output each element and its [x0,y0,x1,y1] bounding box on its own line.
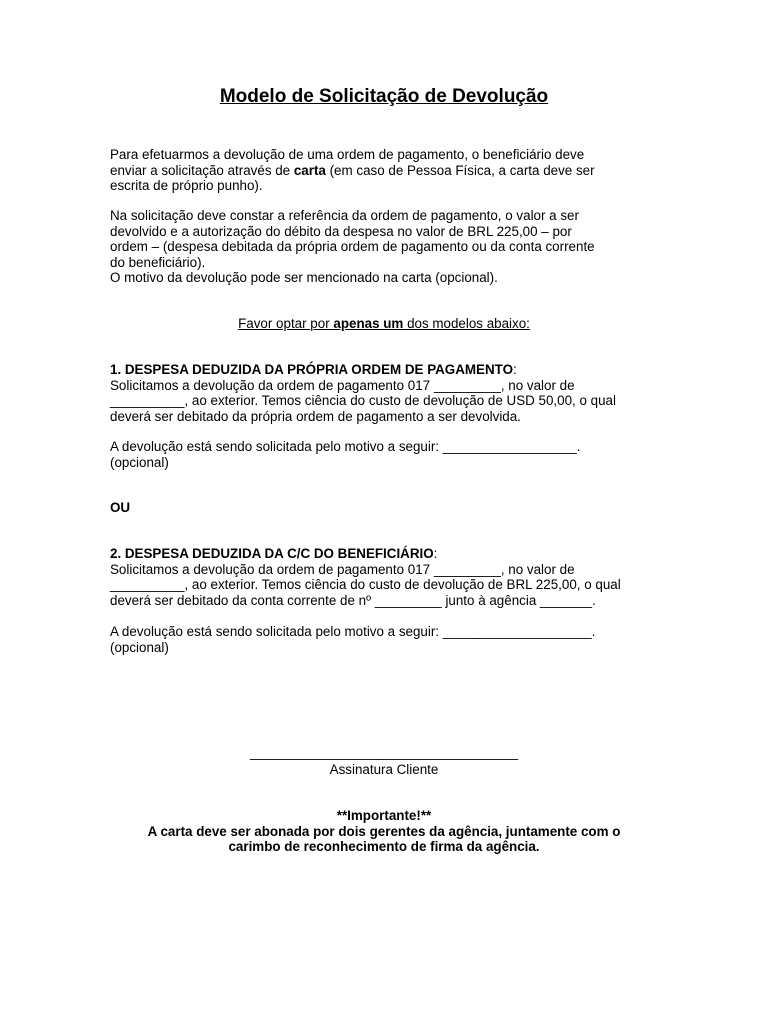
favor-post: dos modelos abaixo: [403,316,530,331]
section-2-heading-line [110,546,658,562]
section-1-heading-suffix: : [513,362,517,377]
section-2-motivo [110,624,658,655]
document-title: Modelo de Solicitação de Devolução [219,86,549,107]
important-line-2: carimbo de reconhecimento de firma da agência. [228,839,540,854]
section-2-opcional: (opcional) [110,639,169,655]
reference-line-2: devolvido e a autorização do débito da despesa no valor de BRL 225,00 – por [110,223,572,239]
section-1-heading-line [110,362,658,378]
favor-instruction [110,316,658,332]
favor-bold: apenas um [333,316,404,331]
intro-line-1: Para efetuarmos a devolução de uma ordem de pagamento, o beneficiário deve [110,147,585,162]
section-1-opcional: (opcional) [110,454,169,470]
reference-paragraph [110,208,658,286]
intro-paragraph [110,147,658,194]
section-1-heading: 1. DESPESA DEDUZIDA DA PRÓPRIA ORDEM DE PAGAMENTO [110,362,513,377]
favor-pre: Favor optar por [238,316,334,331]
section-1-motivo [110,439,658,470]
section-1-line-2: __________, ao exterior. Temos ciência do custo de devolução de USD 50,00, o qual [110,393,616,408]
section-2-line-3: deverá ser debitado da conta corrente de nº _________ junto à agência _______. [110,592,596,608]
important-notice [110,808,658,855]
section-2-line-2: __________, ao exterior. Temos ciência do custo de devolução de BRL 225,00, o qual [110,577,621,592]
reference-line-4: do beneficiário). [110,254,206,270]
section-2-heading: 2. DESPESA DEDUZIDA DA C/C DO BENEFICIÁRIO [110,546,434,561]
intro-line-2-pre: enviar a solicitação através de [110,162,294,178]
section-2-motivo-line: A devolução está sendo solicitada pelo motivo a seguir: ____________________. [110,624,596,639]
section-2-line-1: Solicitamos a devolução da ordem de pagamento 017 _________, no valor de [110,561,575,577]
ou-separator: OU [110,500,131,515]
intro-line-3: escrita de próprio punho). [110,178,263,193]
important-heading: **Importante!** [336,808,432,823]
intro-line-2 [110,163,658,179]
favor-text [238,316,530,331]
signature-label: Assinatura Cliente [329,762,439,777]
section-1-line-3: deverá ser debitado da própria ordem de pagamento a ser devolvida. [110,408,521,424]
section-1-line-1: Solicitamos a devolução da ordem de pagamento 017 _________, no valor de [110,377,575,393]
important-line-1: A carta deve ser abonada por dois gerentes da agência, juntamente com o [147,823,621,839]
reference-line-1: Na solicitação deve constar a referência da ordem de pagamento, o valor a ser [110,208,579,223]
reference-line-5: O motivo da devolução pode ser mencionado na carta (opcional). [110,270,498,285]
section-2-heading-suffix: : [433,546,438,561]
section-1 [110,362,658,424]
intro-carta-bold: carta [293,162,326,178]
reference-line-3: ordem – (despesa debitada da própria ordem de pagamento ou da conta corrente [110,239,595,254]
section-1-motivo-line: A devolução está sendo solicitada pelo motivo a seguir: __________________. [110,439,581,454]
signature-line: ____________________________________ [249,745,519,760]
section-2 [110,546,658,608]
intro-line-2-post: (em caso de Pessoa Física, a carta deve ser [325,162,595,178]
